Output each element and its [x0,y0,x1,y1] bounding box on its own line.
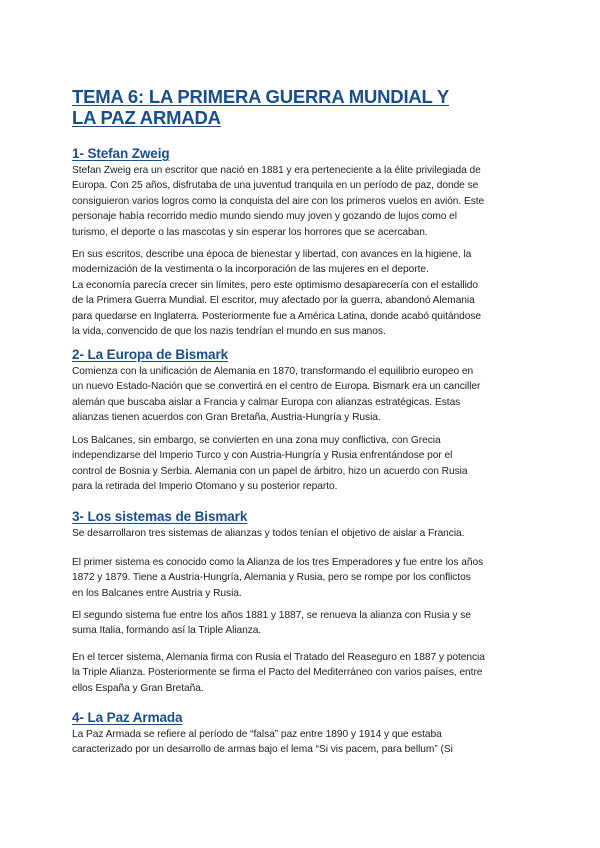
text-line: Europa. Con 25 años, disfrutaba de una juventud tranquila en un período de paz, donde se [72,180,479,192]
text-line: alianzas tienen acuerdos con Gran Bretaña, Austria-Hungría y Rusia. [72,412,381,424]
text-line: de la Primera Guerra Mundial. El escritor, muy afectado por la guerra, abandonó Alemania [72,295,475,307]
paragraph-tercer-sistema [72,650,534,696]
text-line: un nuevo Estado-Nación que se convertirá en el centro de Europa. Bismark era un canciller [72,381,481,393]
section-heading-europa-bismark: 2- La Europa de Bismark [72,347,229,362]
text-line: ellos España y Gran Bretaña. [72,682,204,694]
text-line: Stefan Zweig era un escritor que nació en 1881 y era perteneciente a la élite privilegiada de [72,165,481,176]
section-heading-stefan-zweig: 1- Stefan Zweig [72,146,170,161]
text-line: 1872 y 1879. Tiene a Austria-Hungría, Alemania y Rusia, pero se rompe por los conflictos [72,572,471,584]
text-line: para la retirada del Imperio Otomano y su posterior reparto. [72,481,338,493]
text-line: La economía parecía crecer sin límites, pero este optimismo desaparecería con el estallido [72,279,479,291]
text-line: En sus escritos, describe una época de bienestar y libertad, con avances en la higiene, la [72,249,472,260]
text-line: Los Balcanes, sin embargo, se convierten en una zona muy conflictiva, con Grecia [72,435,441,446]
paragraph-zweig-writings [72,247,534,339]
paragraph-paz-armada [72,727,534,758]
section-heading-paz-armada: 4- La Paz Armada [72,710,183,725]
section-heading-sistemas-bismark: 3- Los sistemas de Bismark [72,509,248,524]
text-line: modernización de la vestimenta o la incorporación de las mujeres en el deporte. [72,264,429,276]
title-line-1: TEMA 6: LA PRIMERA GUERRA MUNDIAL Y [72,86,450,107]
text-line: El primer sistema es conocido como la Alianza de los tres Emperadores y fue entre los años [72,557,484,568]
text-line: En el tercer sistema, Alemania firma con Rusia el Tratado del Reaseguro en 1887 y potencia [72,652,485,663]
text-line: Comienza con la unificación de Alemania en 1870, transformando el equilibrio europeo en [72,366,474,377]
paragraph-unificacion-alemania [72,364,534,426]
text-line: Se desarrollaron tres sistemas de alianzas y todos tenían el objetivo de aislar a Francia. [72,528,465,539]
text-line: la vida, convencido de que los nazis tendrían el mundo en sus manos. [72,326,386,338]
text-line: suma Italia, formando así la Triple Alianza. [72,625,262,637]
title-line-2: LA PAZ ARMADA [72,107,221,128]
text-line: para quedarse en Inglaterra. Posteriormente fue a América Latina, donde acabó quitándose [72,310,482,322]
paragraph-primer-sistema [72,555,534,601]
paragraph-segundo-sistema [72,608,534,639]
text-line: El segundo sistema fue entre los años 1881 y 1887, se renueva la alianza con Rusia y se [72,610,471,621]
text-line: la Triple Alianza. Posteriormente se firma el Pacto del Mediterráneo con varios países, entre [72,667,483,679]
text-line: independizarse del Imperio Turco y con Austria-Hungría y Rusia enfrentándose por el [72,450,453,462]
text-line: control de Bosnia y Serbia. Alemania con un papel de árbitro, hizo un acuerdo con Rusia [72,465,468,477]
text-line: personaje había recorrido medio mundo siendo muy joven y gozando de lujos como el [72,211,458,223]
document-title [72,86,532,128]
text-line: consiguieron varios logros como la conquista del aire con los primeros vuelos en avión. Este [72,195,485,207]
text-line: alemán que buscaba aislar a Francia y calmar Europa con alianzas estratégicas. Estas [72,396,461,408]
text-line: en los Balcanes entre Austria y Rusia. [72,587,242,599]
text-line: turismo, el deporte o las mascotas y sin esperar los horrores que se acercaban. [72,226,428,238]
paragraph-zweig-biography [72,163,534,240]
text-line: La Paz Armada se refiere al período de “falsa” paz entre 1890 y 1914 y que estaba [72,729,442,740]
text-line: caracterizado por un desarrollo de armas bajo el lema “Si vis pacem, para bellum” (Si [72,744,453,756]
paragraph-balcanes [72,433,534,495]
paragraph-sistemas-intro [72,526,534,541]
